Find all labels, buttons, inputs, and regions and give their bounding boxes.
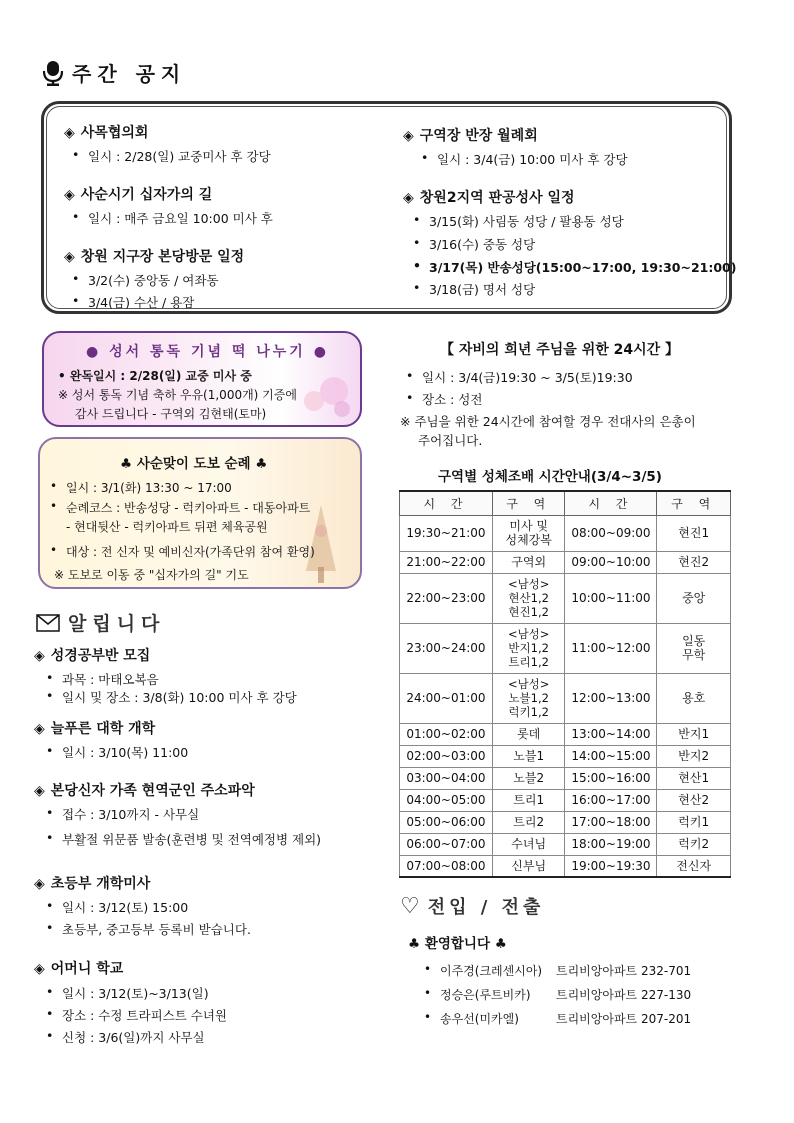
- table-row: [400, 745, 731, 767]
- time-cell: 13:00~14:00: [565, 723, 657, 745]
- microphone-icon: [42, 60, 64, 86]
- table-header-row: [400, 491, 731, 515]
- area-cell: <남성> 현산1,2 현진1,2: [492, 573, 565, 623]
- bible-reading-title: ● 성서 통독 기념 떡 나누기 ●: [86, 344, 329, 360]
- table-row: [400, 855, 731, 877]
- table-row: [400, 723, 731, 745]
- notice-section-title: ◈ 사순시기 십자가의 길: [64, 187, 213, 203]
- table-row: [400, 623, 731, 673]
- bible-reading-date: • 완독일시 : 2/28(일) 교중 미사 중: [58, 369, 252, 383]
- area-cell: 미사 및 성체강복: [492, 515, 565, 551]
- notice-item: • 3/17(목) 반송성당(15:00~17:00, 19:30~21:00): [429, 258, 736, 276]
- area-cell: 신부님: [492, 855, 565, 877]
- area-cell: 구역외: [492, 551, 565, 573]
- area-cell: 럭키1: [657, 811, 731, 833]
- time-cell: 03:00~04:00: [400, 767, 493, 789]
- time-cell: 15:00~16:00: [565, 767, 657, 789]
- column-header-area: 구 역: [492, 491, 565, 515]
- pilgrimage-item: • 일시 : 3/1(화) 13:30 ~ 17:00: [66, 479, 232, 496]
- column-header-time: 시 간: [400, 491, 493, 515]
- time-cell: 22:00~23:00: [400, 573, 493, 623]
- area-cell: 용호: [657, 673, 731, 723]
- area-cell: 전신자: [657, 855, 731, 877]
- time-cell: 24:00~01:00: [400, 673, 493, 723]
- area-cell: 노블2: [492, 767, 565, 789]
- transfer-name: • 정승은(루트비카): [440, 986, 531, 1003]
- table-row: [400, 811, 731, 833]
- announce-section-title: ◈ 성경공부반 모집: [34, 648, 151, 664]
- 24hours-item: • 일시 : 3/4(금)19:30 ~ 3/5(토)19:30: [422, 368, 633, 386]
- time-cell: 12:00~13:00: [565, 673, 657, 723]
- area-cell: 럭키2: [657, 833, 731, 855]
- notice-section-title: ◈ 창원 지구장 본당방문 일정: [64, 249, 245, 265]
- notice-item: • 3/18(금) 명서 성당: [429, 280, 535, 298]
- transfer-address: 트리비앙아파트 227-130: [556, 988, 692, 1002]
- club-icon: ♣: [408, 936, 421, 952]
- dot-icon: ●: [86, 344, 102, 360]
- time-cell: 19:30~21:00: [400, 515, 493, 551]
- notice-section-title: ◈ 구역장 반장 월례회: [403, 128, 538, 144]
- 24hours-note: ※ 주님을 위한 24시간에 참여할 경우 전대사의 은총이: [400, 414, 696, 429]
- announce-title: 알립니다: [68, 613, 166, 635]
- area-cell: 반지1: [657, 723, 731, 745]
- dot-icon: ●: [313, 344, 329, 360]
- time-cell: 01:00~02:00: [400, 723, 493, 745]
- time-cell: 09:00~10:00: [565, 551, 657, 573]
- table-row: [400, 573, 731, 623]
- transfer-name: • 이주경(크레센시아): [440, 962, 542, 979]
- club-icon: ♣: [255, 456, 268, 472]
- heart-icon: ♡: [400, 893, 420, 919]
- column-header-area: 구 역: [657, 491, 731, 515]
- announce-item: • 접수 : 3/10까지 - 사무실: [62, 805, 199, 823]
- announce-item: • 일시 : 3/12(토) 15:00: [62, 898, 188, 916]
- announce-item: • 일시 : 3/10(목) 11:00: [62, 743, 188, 761]
- time-cell: 14:00~15:00: [565, 745, 657, 767]
- announce-item: • 장소 : 수정 트라피스트 수녀원: [62, 1006, 227, 1024]
- notice-item: • 3/2(수) 중앙동 / 여좌동: [88, 271, 219, 289]
- pilgrimage-note: ※ 도보로 이동 중 "십자가의 길" 기도: [54, 568, 249, 582]
- announce-item: • 부활절 위문품 발송(훈련병 및 전역예정병 제외): [62, 830, 321, 848]
- diamond-icon: ◈: [34, 783, 45, 799]
- announce-section-title: ◈ 어머니 학교: [34, 961, 124, 977]
- club-icon: ♣: [120, 456, 133, 472]
- transfer-name: • 송우선(미카엘): [440, 1010, 519, 1027]
- 24hours-title: 【 자비의 희년 주님을 위한 24시간 】: [440, 342, 680, 358]
- time-cell: 17:00~18:00: [565, 811, 657, 833]
- pilgrimage-item: • 순례코스 : 반송성당 - 럭키아파트 - 대동아파트: [66, 499, 310, 516]
- notice-section-title: ◈ 창원2지역 판공성사 일정: [403, 190, 575, 206]
- pilgrimage-item-cont: - 현대뒷산 - 럭키아파트 뒤편 체육공원: [66, 520, 268, 534]
- area-cell: 반지2: [657, 745, 731, 767]
- table-row: [400, 515, 731, 551]
- diamond-icon: ◈: [34, 876, 45, 892]
- diamond-icon: ◈: [403, 128, 414, 144]
- time-cell: 10:00~11:00: [565, 573, 657, 623]
- 24hours-item: • 장소 : 성전: [422, 390, 482, 408]
- area-cell: 롯데: [492, 723, 565, 745]
- table-row: [400, 673, 731, 723]
- table-row: [400, 789, 731, 811]
- announce-header: [36, 609, 165, 636]
- time-cell: 18:00~19:00: [565, 833, 657, 855]
- time-cell: 05:00~06:00: [400, 811, 493, 833]
- announce-section-title: ◈ 초등부 개학미사: [34, 876, 151, 892]
- column-header-time: 시 간: [565, 491, 657, 515]
- notice-item: • 3/16(수) 중동 성당: [429, 235, 535, 253]
- diamond-icon: ◈: [34, 648, 45, 664]
- diamond-icon: ◈: [64, 125, 75, 141]
- area-cell: 노블1: [492, 745, 565, 767]
- envelope-icon: [36, 614, 60, 632]
- diamond-icon: ◈: [34, 961, 45, 977]
- welcome-title: ♣ 환영합니다 ♣: [408, 936, 507, 952]
- table-row: [400, 767, 731, 789]
- transfer-header: [400, 893, 544, 919]
- area-cell: 현산1: [657, 767, 731, 789]
- announce-item: • 과목 : 마태오복음: [62, 670, 159, 688]
- adoration-schedule-table: [399, 490, 731, 878]
- notice-item: • 일시 : 매주 금요일 10:00 미사 후: [88, 209, 273, 227]
- diamond-icon: ◈: [34, 721, 45, 737]
- bible-reading-thanks: 감사 드립니다 - 구역외 김현태(토마): [75, 407, 267, 421]
- bible-reading-note: ※ 성서 통독 기념 축하 우유(1,000개) 기증에: [58, 388, 297, 402]
- area-cell: 현산2: [657, 789, 731, 811]
- notice-item: • 일시 : 2/28(일) 교중미사 후 강당: [88, 147, 271, 165]
- table-row: [400, 551, 731, 573]
- area-cell: <남성> 노블1,2 럭키1,2: [492, 673, 565, 723]
- notice-item: • 일시 : 3/4(금) 10:00 미사 후 강당: [437, 150, 628, 168]
- time-cell: 02:00~03:00: [400, 745, 493, 767]
- area-cell: 트리2: [492, 811, 565, 833]
- time-cell: 21:00~22:00: [400, 551, 493, 573]
- time-cell: 23:00~24:00: [400, 623, 493, 673]
- diamond-icon: ◈: [403, 190, 414, 206]
- transfer-address: 트리비앙아파트 207-201: [556, 1012, 692, 1026]
- notice-item: • 3/4(금) 수산 / 용잠: [88, 293, 194, 311]
- time-cell: 16:00~17:00: [565, 789, 657, 811]
- announce-item: • 신청 : 3/6(일)까지 사무실: [62, 1028, 205, 1046]
- time-cell: 11:00~12:00: [565, 623, 657, 673]
- area-cell: 현진1: [657, 515, 731, 551]
- pilgrimage-item: • 대상 : 전 신자 및 예비신자(가족단위 참여 환영): [66, 543, 315, 560]
- weekly-notice-title: 주간 공지: [72, 62, 187, 86]
- area-cell: 현진2: [657, 551, 731, 573]
- announce-item: • 일시 및 장소 : 3/8(화) 10:00 미사 후 강당: [62, 688, 297, 706]
- announce-item: • 초등부, 중고등부 등록비 받습니다.: [62, 920, 251, 938]
- table-row: [400, 833, 731, 855]
- announce-item: • 일시 : 3/12(토)~3/13(일): [62, 984, 209, 1002]
- notice-item: • 3/15(화) 사림동 성당 / 팔용동 성당: [429, 212, 624, 230]
- area-cell: 중앙: [657, 573, 731, 623]
- bullet-icon: •: [58, 369, 70, 383]
- weekly-notice-header: [42, 58, 186, 87]
- area-cell: 트리1: [492, 789, 565, 811]
- time-cell: 04:00~05:00: [400, 789, 493, 811]
- time-cell: 06:00~07:00: [400, 833, 493, 855]
- pilgrimage-title: ♣ 사순맞이 도보 순례 ♣: [120, 456, 268, 472]
- area-cell: 수녀님: [492, 833, 565, 855]
- diamond-icon: ◈: [64, 187, 75, 203]
- area-cell: 일동 무학: [657, 623, 731, 673]
- transfer-title: 전입 / 전출: [427, 897, 545, 918]
- notice-section-title: ◈ 사목협의회: [64, 125, 149, 141]
- time-cell: 07:00~08:00: [400, 855, 493, 877]
- transfer-address: 트리비앙아파트 232-701: [556, 964, 692, 978]
- schedule-title: 구역별 성체조배 시간안내(3/4~3/5): [438, 469, 662, 485]
- area-cell: <남성> 반지1,2 트리1,2: [492, 623, 565, 673]
- 24hours-note-cont: 주어집니다.: [418, 433, 483, 448]
- diamond-icon: ◈: [64, 249, 75, 265]
- announce-section-title: ◈ 늘푸른 대학 개학: [34, 721, 156, 737]
- club-icon: ♣: [494, 936, 507, 952]
- time-cell: 19:00~19:30: [565, 855, 657, 877]
- time-cell: 08:00~09:00: [565, 515, 657, 551]
- announce-section-title: ◈ 본당신자 가족 현역군인 주소파악: [34, 783, 255, 799]
